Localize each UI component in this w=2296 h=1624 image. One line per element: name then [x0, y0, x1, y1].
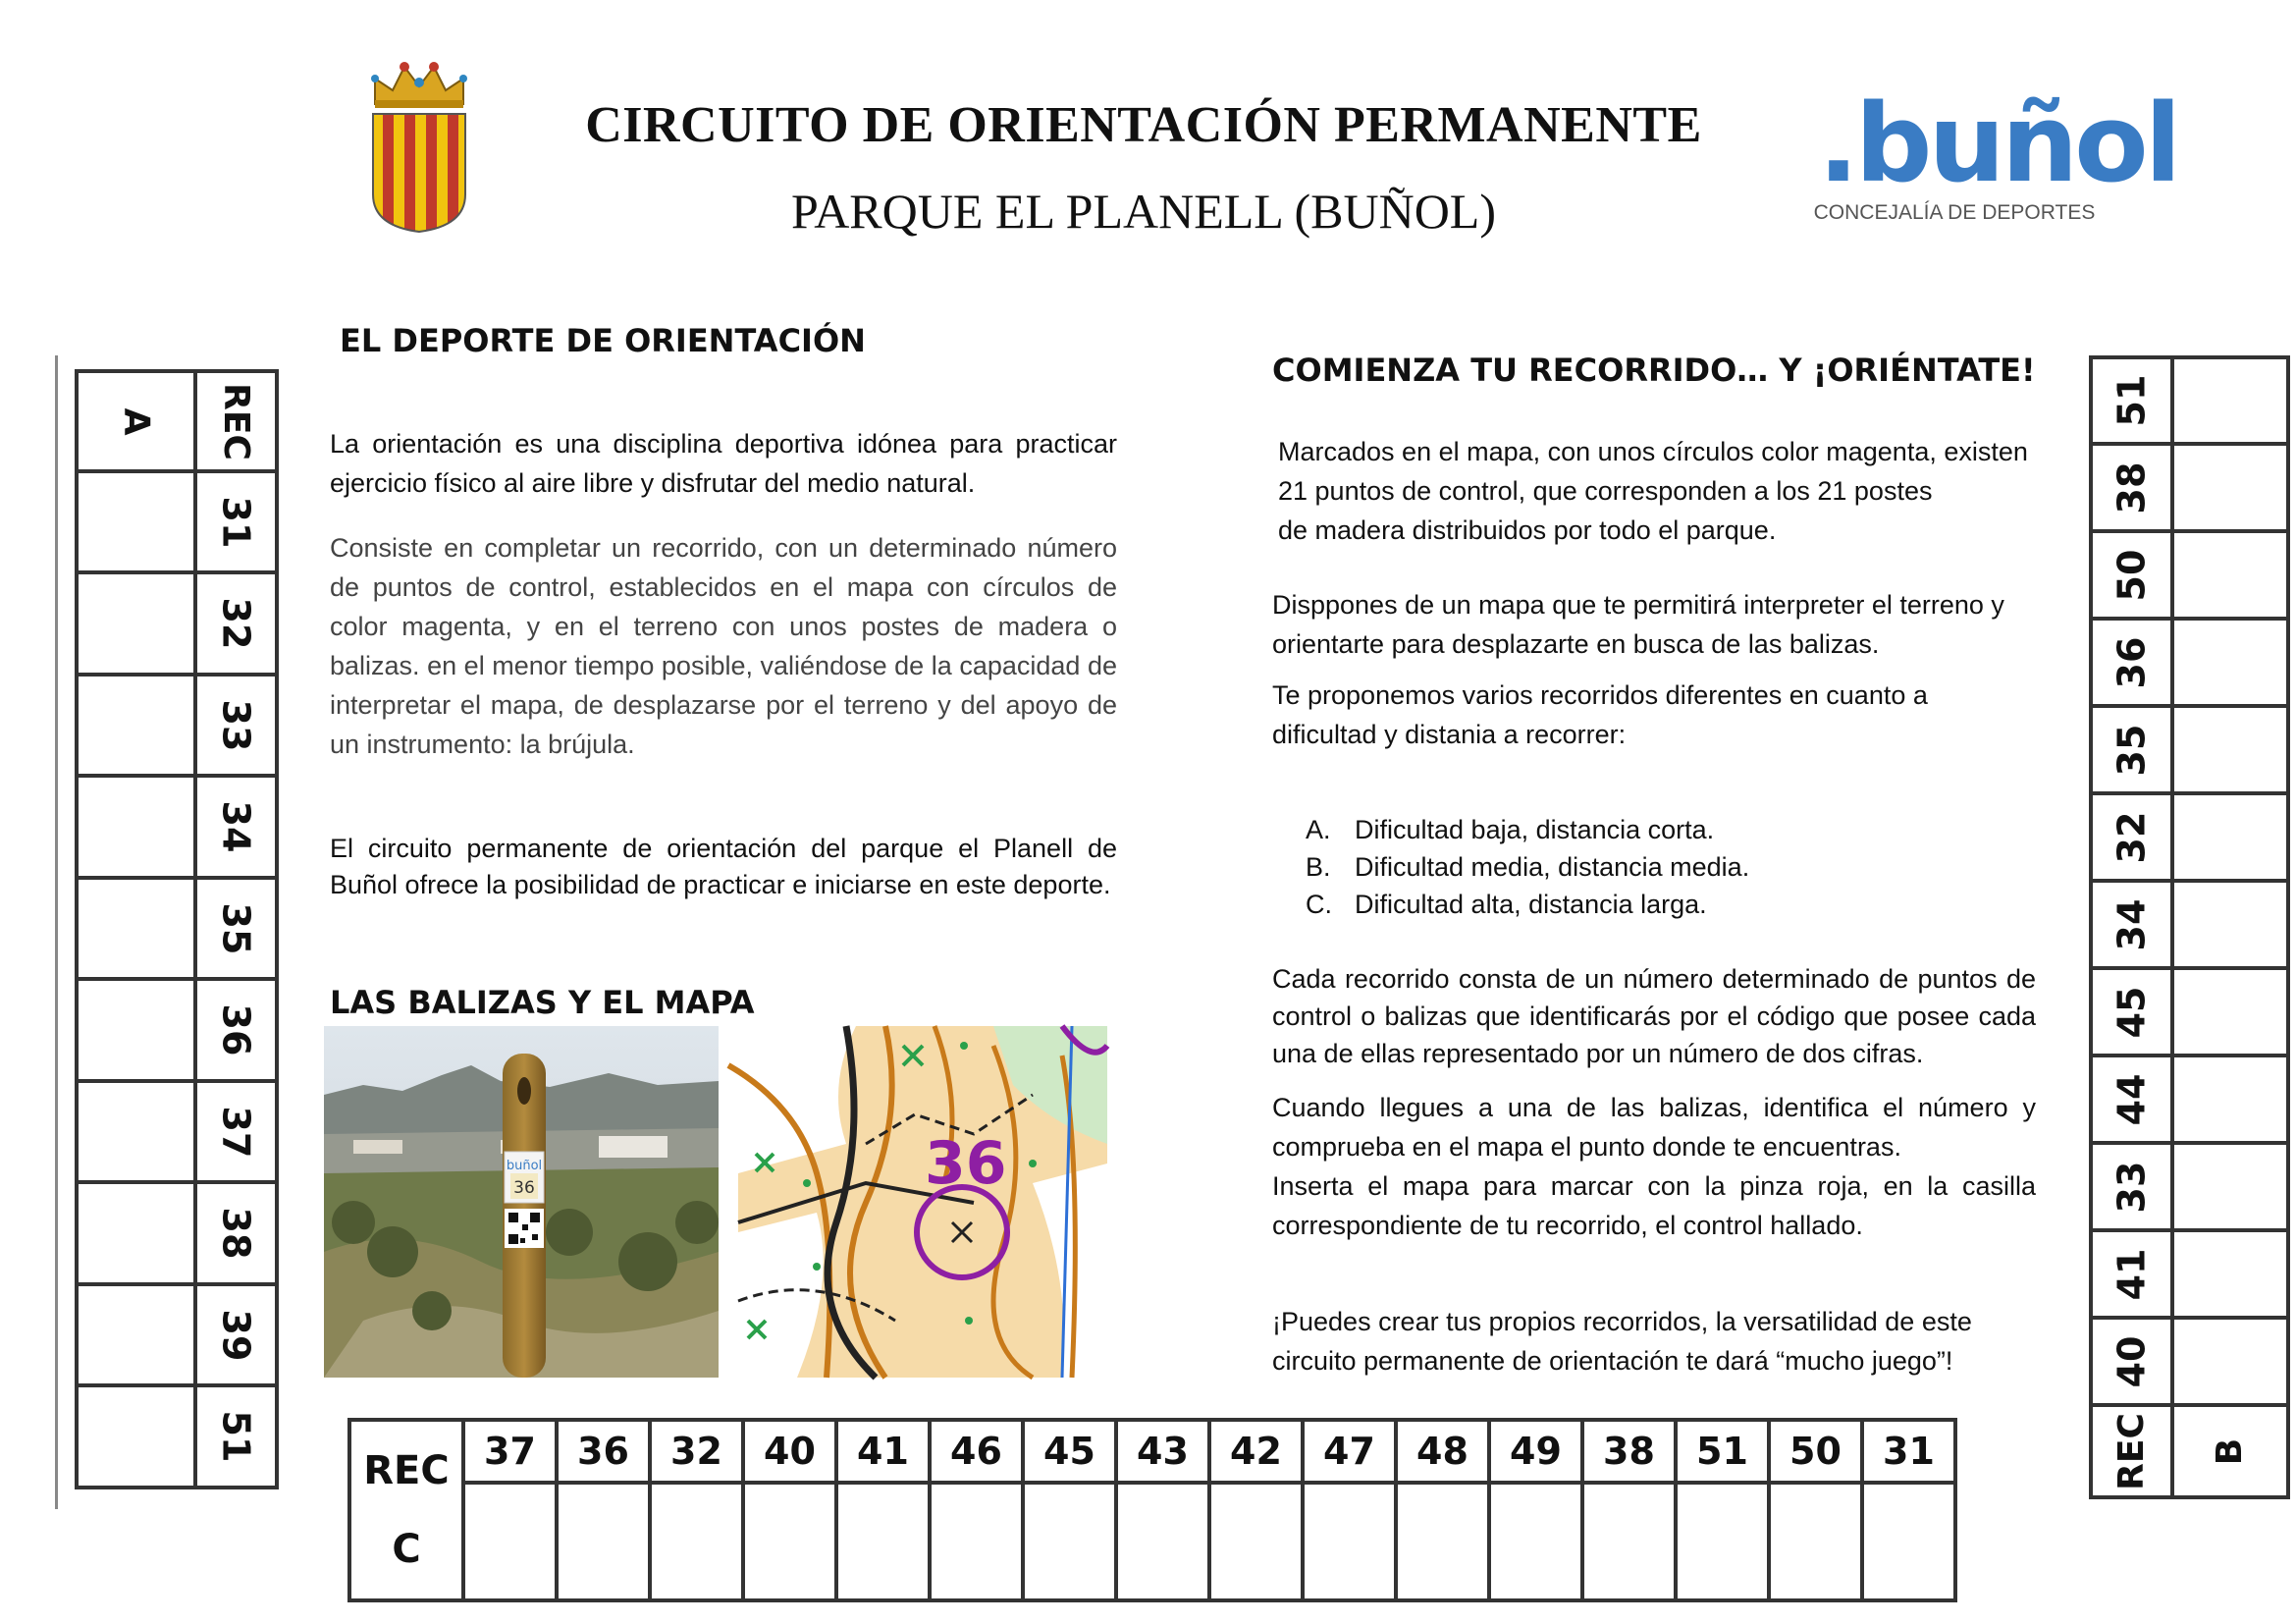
control-number: 41 — [2109, 1248, 2154, 1300]
punch-box[interactable] — [77, 471, 195, 572]
punch-box[interactable] — [836, 1483, 930, 1600]
intro-paragraph: La orientación es una disciplina deportiva idónea para practicar ejercicio físico al aire libre y disfrutar del medio natural. — [330, 429, 1117, 498]
control-number: 31 — [214, 496, 258, 548]
section-heading-recorrido: COMIENZA TU RECORRIDO… Y ¡ORIÉNTATE! — [1272, 352, 2036, 389]
control-number: 36 — [557, 1420, 650, 1483]
punch-box[interactable] — [2172, 531, 2288, 619]
control-number: 48 — [1396, 1420, 1489, 1483]
control-number: 44 — [2109, 1073, 2154, 1125]
list-item: C. Dificultad alta, distancia larga. — [1306, 890, 1707, 919]
control-number: 33 — [2109, 1161, 2154, 1213]
punch-box[interactable] — [1769, 1483, 1862, 1600]
control-number: 45 — [1023, 1420, 1116, 1483]
punch-box[interactable] — [1489, 1483, 1582, 1600]
list-item: B. Dificultad media, distancia media. — [1306, 852, 1750, 882]
control-number: 37 — [214, 1106, 258, 1158]
control-number: 51 — [2109, 374, 2154, 427]
definition-paragraph: Consiste en completar un recorrido, con un determinado número de puntos de control, establecidos en el mapa con círculos de color magenta, y en el terreno con unos postes de madera o balizas. en el menor tiempo posible, valiéndose de la capacidad de interpretar el mapa, de desplazarse por el terreno y del apoyo de un instrumento: la brújula. — [330, 533, 1117, 759]
difficulty-list — [1306, 811, 1749, 923]
punch-box[interactable] — [1303, 1483, 1396, 1600]
control-number: 41 — [836, 1420, 930, 1483]
check-paragraph: Cuando llegues a una de las balizas, identifica el número y comprueba en el mapa el punto donde te encuentras. — [1272, 1093, 2036, 1162]
rec-b-label: REC — [2110, 1412, 2152, 1490]
punch-box[interactable] — [1396, 1483, 1489, 1600]
punch-box[interactable] — [1023, 1483, 1116, 1600]
punch-box[interactable] — [77, 878, 195, 979]
map-paragraph: Disppones de un mapa que te permitirá interpreter el terreno y orientarte para desplazarte en busca de las balizas. — [1272, 590, 2004, 659]
punch-box[interactable] — [2172, 444, 2288, 531]
rec-c-label: REC — [363, 1448, 450, 1493]
punch-box[interactable] — [77, 1385, 195, 1488]
control-number: 38 — [1582, 1420, 1676, 1483]
punch-box[interactable] — [2172, 1318, 2288, 1405]
punch-box[interactable] — [77, 776, 195, 878]
punch-box[interactable] — [2172, 1230, 2288, 1318]
map-control-label: 36 — [925, 1129, 1007, 1198]
punch-box[interactable] — [1209, 1483, 1303, 1600]
control-number: 36 — [214, 1003, 258, 1056]
controls-paragraph: Marcados en el mapa, con unos círculos color magenta, existen 21 puntos de control, que corresponden a los 21 postes de madera distribuidos por todo el parque. — [1278, 437, 2028, 545]
control-number: 33 — [214, 699, 258, 751]
punch-box[interactable] — [650, 1483, 743, 1600]
list-item: A. Dificultad baja, distancia corta. — [1306, 815, 1715, 844]
rec-a-table — [75, 369, 279, 1489]
control-number: 36 — [2109, 636, 2154, 688]
section-heading-balizas: LAS BALIZAS Y EL MAPA — [330, 984, 755, 1021]
code-paragraph: Cada recorrido consta de un número determinado de puntos de control o balizas que identificarás por el código que posee cada una de ellas representado por un número de dos cifras. — [1272, 964, 2036, 1068]
control-number: 34 — [2109, 898, 2154, 950]
rec-b-letter: B — [2210, 1437, 2251, 1465]
control-number: 34 — [214, 800, 258, 853]
control-number: 40 — [2109, 1335, 2154, 1387]
punch-box[interactable] — [2172, 1056, 2288, 1143]
control-number: 51 — [1676, 1420, 1769, 1483]
punch-box[interactable] — [2172, 793, 2288, 881]
rec-c-table — [347, 1418, 1957, 1602]
post-sign-logo: buñol — [506, 1159, 543, 1173]
punch-box[interactable] — [77, 675, 195, 776]
punch-box[interactable] — [77, 1182, 195, 1284]
punch-box[interactable] — [463, 1483, 557, 1600]
punch-box[interactable] — [557, 1483, 650, 1600]
orienteering-map-excerpt — [738, 1026, 1107, 1378]
punch-box[interactable] — [77, 1284, 195, 1385]
control-number: 47 — [1303, 1420, 1396, 1483]
control-number: 32 — [2109, 811, 2154, 863]
section-heading-deporte: EL DEPORTE DE ORIENTACIÓN — [340, 322, 866, 359]
control-number: 38 — [214, 1207, 258, 1260]
punch-box[interactable] — [77, 979, 195, 1081]
control-number: 50 — [2109, 549, 2154, 601]
rec-c-letter: C — [392, 1527, 421, 1572]
punch-box[interactable] — [77, 572, 195, 675]
coat-of-arms — [365, 57, 473, 234]
punch-box[interactable] — [1582, 1483, 1676, 1600]
control-number: 51 — [214, 1410, 258, 1463]
punch-box[interactable] — [2172, 1143, 2288, 1230]
post-sign-number: 36 — [513, 1178, 535, 1198]
control-number: 49 — [1489, 1420, 1582, 1483]
control-number: 32 — [214, 597, 258, 650]
punch-box[interactable] — [2172, 706, 2288, 793]
courses-paragraph: Te proponemos varios recorridos diferentes en cuanto a dificultad y distania a recorrer: — [1272, 680, 1928, 749]
rec-a-label: REC — [215, 382, 256, 460]
control-number: 39 — [214, 1309, 258, 1361]
control-number: 45 — [2109, 986, 2154, 1038]
logo-subtitle: CONCEJALÍA DE DEPORTES — [1813, 201, 2096, 224]
page-title: CIRCUITO DE ORIENTACIÓN PERMANENTE — [585, 97, 1702, 153]
control-post-photo — [324, 1026, 719, 1378]
punch-box[interactable] — [2172, 968, 2288, 1056]
control-number: 35 — [214, 902, 258, 954]
punch-paragraph: Inserta el mapa para marcar con la pinza roja, en la casilla correspondiente de tu recorrido, el control hallado. — [1272, 1171, 2036, 1240]
punch-box[interactable] — [2172, 881, 2288, 968]
punch-box[interactable] — [930, 1483, 1023, 1600]
divider-line — [55, 355, 58, 1509]
rec-a-letter: A — [116, 407, 156, 435]
circuit-paragraph: El circuito permanente de orientación del parque el Planell de Buñol ofrece la posibilidad de practicar e iniciarse en este deporte. — [330, 834, 1117, 899]
control-number: 50 — [1769, 1420, 1862, 1483]
control-number: 35 — [2109, 724, 2154, 776]
control-number: 38 — [2109, 461, 2154, 514]
punch-box[interactable] — [2172, 619, 2288, 706]
punch-box[interactable] — [1862, 1483, 1955, 1600]
control-number: 32 — [650, 1420, 743, 1483]
punch-box[interactable] — [2172, 357, 2288, 444]
control-number: 43 — [1116, 1420, 1209, 1483]
logo-text: .buñol — [1818, 81, 2178, 206]
control-number: 46 — [930, 1420, 1023, 1483]
punch-box[interactable] — [77, 1081, 195, 1182]
control-number: 37 — [463, 1420, 557, 1483]
control-number: 40 — [743, 1420, 836, 1483]
punch-box[interactable] — [743, 1483, 836, 1600]
punch-box[interactable] — [1116, 1483, 1209, 1600]
rec-b-table — [2089, 355, 2290, 1499]
page-subtitle: PARQUE EL PLANELL (BUÑOL) — [790, 184, 1497, 239]
punch-box[interactable] — [1676, 1483, 1769, 1600]
control-number: 31 — [1862, 1420, 1955, 1483]
closing-paragraph: ¡Puedes crear tus propios recorridos, la versatilidad de este circuito permanente de orientación te dará “mucho juego”! — [1272, 1307, 1972, 1376]
control-number: 42 — [1209, 1420, 1303, 1483]
